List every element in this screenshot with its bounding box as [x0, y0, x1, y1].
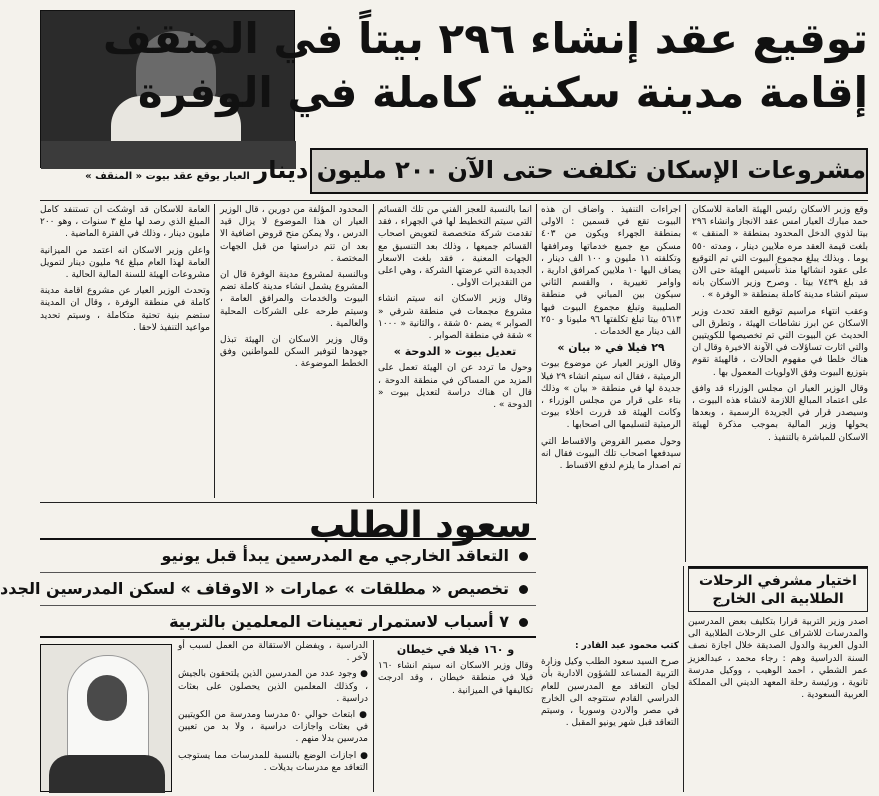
column-rule	[373, 204, 374, 498]
paragraph: وقال الوزير العيار ان مجلس الوزراء قد وافق على اعتماد المبالغ اللازمة لانشاء هذه البيوت ، وسيصدر قرار في الجريدة الرسمية ، وبعدها يحولها وزير المالية بموجب مذكرة لهيئة الاسكان للمباشرة بالتنفيذ .	[692, 383, 868, 443]
lower-column-left	[178, 640, 368, 792]
paragraph: وحول مصير القروض والاقساط التي سيدفعها اصحاب تلك البيوت فقال انه تم اصدار ما يلزم لدفع الاقساط .	[541, 436, 681, 472]
paragraph: وقال وزير الاسكان انه سيتم انشاء مشروع مجمعات في منطقة شرقي « الصوابر » يضم ٥٠ شقة ، والثانية « ١٠٠٠ » شقة في منطقة الصوابر .	[378, 294, 533, 342]
paragraph: ● وجود عدد من المدرسين الذين يلتحقون بالجيش ، وكذلك المعلمين الذين يحصلون على بعثات دراسية .	[178, 669, 368, 704]
paragraph: ● اجازات الوضع بالنسبة للمدرسات مما يستوجب التعاقد مع مدرسات بديلات .	[178, 750, 368, 773]
column-rule	[536, 204, 537, 504]
lower-column-right	[541, 640, 679, 792]
trip-box	[688, 566, 868, 792]
trip-box-title: اختيار مشرفي الرحلات الطلابية الى الخارج	[688, 568, 868, 612]
photo-caption: العيار يوقع عقد بيوت « المنقف »	[40, 170, 295, 186]
bullet-text: تخصيص « مطلقات » عمارات « الاوقاف » لسكن المدرسين الجدد	[0, 579, 509, 598]
paragraph: ● ابتعاث حوالي ٥٠ مدرسا ومدرسة من الكويتيين في بعثات واجازات دراسية ، ولا بد من تعيين مدرسين بدلا منهم .	[178, 710, 369, 745]
trip-box-text: اصدر وزير التربية قرارا بتكليف بعض المدرسين والمدرسات للاشراف على الرحلات الطلابية الى الدول العربية والدول الصديقة خلال اجازة نصف السنة الدراسية وهم : رجاء محمد ، عبدالعزيز عمر الشطي ، احمد الوهيب ، ووكيل مدرسة ثانوية ، ورئيسة رحلة المعهد الديني الى المملكة العربية السعودية .	[688, 617, 868, 701]
portrait-photo	[40, 644, 172, 792]
author-name: سعود الطلب	[308, 505, 532, 546]
bullet-item	[40, 606, 536, 638]
bullet-item	[40, 540, 536, 573]
paragraph: اجراءات التنفيذ . واضاف ان هذه البيوت تقع في قسمين : الاولى بمنطقة الجهراء ويكون من ٤٠٣ مسكن مع جميع خدماتها ومرافقها وتكلفته ١١ مليون و ١٠٠ الف دينار ، يضاف اليها ١٠ ملايين كمرافق ادارية ، واوامر تغييرية ، والقسم الثاني سيكون بين المباني في منطقة الصليبية وتبلغ مجموع البيوت فيها ٥٦١٣ بيتا تبلغ تكلفتها ٩٦ مليونا و ٢٥٠ الف دينار مع الخدمات .	[541, 205, 681, 338]
paragraph: وقع وزير الاسكان رئيس الهيئة العامة للاسكان حمد مبارك العيار امس عقد الانجاز وانشاء ٢٩٦ بيتا لذوي الدخل المحدود بمنطقة « المنقف » بلغت قيمة العقد مره ملايين دينار ، ومدته ٥٥٠ يوما . وبذلك يبلغ مجموع البيوت التي تم التوقيع على عقود انشائها منذ تأسيس الهيئة حتى الان قد بلغ ٧٤٣٩ بيتا . وصرح وزير الاسكان بانه سيتم انشاء مدينة كاملة بمنطقة « الوفرة » .	[692, 205, 868, 301]
subheading: ٢٩ فيلا في « بيان »	[557, 341, 665, 355]
column-rule	[373, 640, 374, 792]
bullet-dot-icon	[519, 552, 528, 561]
bullet-dot-icon	[519, 618, 528, 627]
bullet-dot-icon	[519, 585, 528, 594]
article-column-2	[541, 204, 681, 684]
subheading: و ١٦٠ فيلا في خيطان	[396, 643, 515, 656]
paragraph: واعلن وزير الاسكان انه اعتمد من الميزانية العامة لهذا العام مبلغ ٩٤ مليون دينار لتمويل مشروعات الهيئة للسنة المالية الحالية .	[40, 245, 210, 281]
article-column-3	[378, 204, 532, 498]
paragraph: وعقب انتهاء مراسيم توقيع العقد تحدث وزير الاسكان عن ابرز نشاطات الهيئة ، وتطرق الى الحديث عن البيوت التي تم تخصيصها للكويتيين والتي اثارت تساؤلات في الآونة الاخيرة وقال ان هناك خلطا في مفهوم الحالات ، فالهيئة تقوم بتوزيع البيوت وفق الاولويات المعمول بها .	[692, 306, 868, 378]
column-rule	[683, 566, 684, 792]
face	[87, 675, 127, 721]
article-column-1	[692, 204, 868, 562]
paragraph: وبالنسبة لمشروع مدينة الوفرة قال ان المشروع يشمل انشاء مدينة كاملة تضم البيوت والخدمات والمرافق العامة ، وسيتم طرحه على الشركات المحلية والعالمية .	[220, 270, 368, 329]
paragraph: وقال الوزير العيار عن موضوع بيوت الرميثية ، فقال انه سيتم انشاء ٢٩ فيلا جديدة لها في منطقة « بيان » وذلك بناء على قرار من مجلس الوزراء ، وكانت الهيئة قد قررت اخلاء بيوت الرميثية لتسليمها الى اصحابها .	[541, 359, 682, 431]
paragraph: صرح السيد سعود الطلب وكيل وزارة التربية المساعد للشؤون الادارية بأن لجان التعاقد مع المدرسين للعام الدراسي القادم ستتوجه الى الخارج في مصر والاردن وسوريا ، وسيتم التعاقد قبل شهر يونيو المقبل .	[541, 657, 679, 729]
paragraph: وقال وزير الاسكان ان الهيئة تبذل جهودها لتوفير السكن للمواطنين وفق الخطط الموضوعة .	[220, 335, 368, 370]
bullet-text: التعاقد الخارجي مع المدرسين يبدأ قبل يونيو	[161, 546, 509, 565]
lower-column-middle	[378, 640, 533, 792]
bullet-item	[0, 573, 536, 606]
column-rule	[685, 204, 686, 562]
divider-top	[40, 200, 868, 201]
article-column-4	[220, 204, 368, 498]
column-rule	[214, 204, 215, 498]
headline-line2: إقامة مدينة سكنية كاملة في الوفرة	[137, 68, 868, 117]
bullet-text: ٧ أسباب لاستمرار تعيينات المعلمين بالتربية	[169, 612, 509, 631]
subheading: تعديل بيوت « الدوحة »	[393, 345, 517, 359]
headline-line1: توقيع عقد إنشاء ٢٩٦ بيتاً في المنقف	[103, 14, 868, 63]
paragraph: العامة للاسكان قد اوشكت ان تستنفد كامل المبلغ الذي رصد لها ملغ ٣ سنوات ، وهو ٢٠٠ مليون دينار ، وذلك في الفترة الماضية .	[40, 205, 210, 240]
paragraph: المحدود المؤلفة من دورين ، قال الوزير العيار ان هذا الموضوع لا يزال قيد الدرس ، ولا يمكن منح قروض اضافية الا بعد ان تتم دراستها من قبل الجهات المختصة .	[220, 205, 368, 264]
paragraph: وقال وزير الاسكان انه سيتم انشاء ١٦٠ فيلا في منطقة خيطان ، وقد ادرجت تكاليفها في الميزانية .	[378, 661, 533, 696]
bullet-list	[0, 538, 536, 638]
paragraph: الدراسية ، ويفضلن الاستقالة من العمل لسبب أو لآخر .	[178, 641, 368, 664]
subheadline: مشروعات الإسكان تكلفت حتى الآن ٢٠٠ مليون دينار	[310, 148, 868, 194]
divider-middle	[40, 502, 536, 503]
article-column-5	[40, 204, 210, 498]
robe	[49, 755, 165, 793]
paragraph: انما بالنسبة للعجز الفني من تلك القسائم التي سيتم التخطيط لها في الجهراء ، فقد تقدمت شركة متخصصة لتعويض اصحاب القسائم جميعها ، وذلك بعد التنسيق مع الجهات المعنية ، فقد بلغت الاسعار الجديدة التي عرضتها الشركة ، وهي اعلى من التقديرات الاولى .	[378, 205, 532, 289]
paragraph: وحول ما تردد عن ان الهيئة تعمل على المزيد من المساكن في منطقة الدوحة ، قال ان هناك دراسة لتعديل بيوت « الدوحة » .	[378, 363, 532, 411]
paragraph: وتحدث الوزير العيار عن مشروع اقامة مدينة كاملة في منطقة الوفرة ، وقال ان المدينة ستضم بنية تحتية متكاملة ، وسيتم تحديد مواعيد التنفيذ لاحقا .	[40, 286, 210, 333]
byline: كتب محمود عبد القادر :	[574, 641, 679, 651]
